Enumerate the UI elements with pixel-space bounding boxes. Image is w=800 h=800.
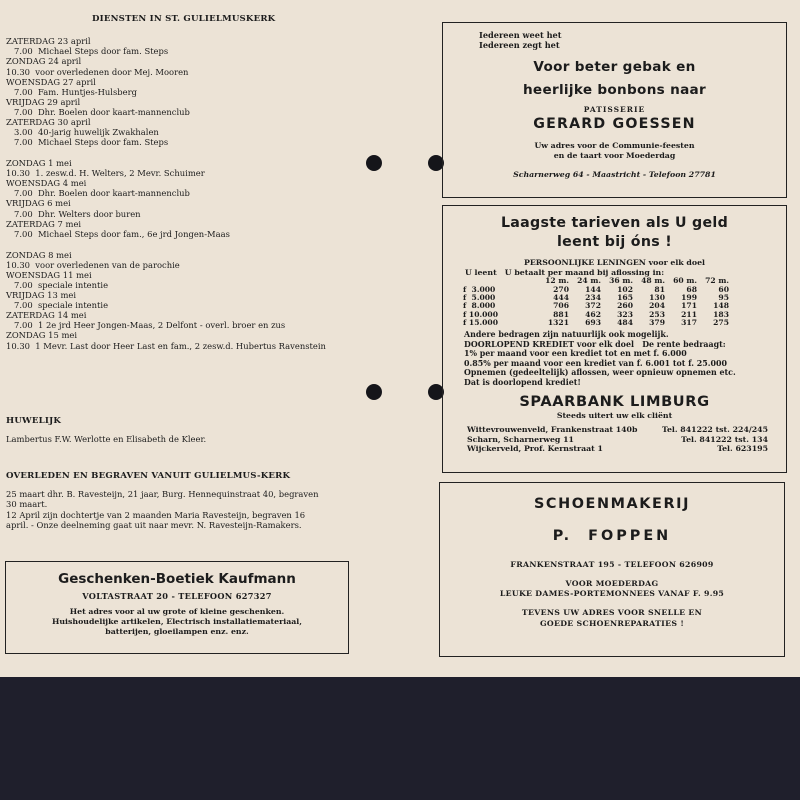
- ad-foppen-closing: GOEDE SCHOENREPARATIES !: [539, 618, 685, 628]
- overleden-line: april. - Onze deelneming gaat uit naar mevr. N. Ravesteijn-Ramakers.: [6, 520, 302, 531]
- service-entry: 3.00 40-jarig huwelijk Zwakhalen: [14, 127, 159, 138]
- branch-address: Scharn, Scharnerweg 11: [467, 434, 574, 444]
- service-day: VRIJDAG 13 mei: [6, 290, 77, 301]
- loan-payment: 253: [649, 309, 665, 319]
- loan-payment: 462: [585, 309, 601, 319]
- overleden-line: 12 April zijn dochtertje van 2 maanden Maria Ravesteijn, begraven 16: [6, 509, 306, 520]
- service-day: ZONDAG 8 mei: [6, 249, 72, 260]
- ad-kaufmann-line: Huishoudelijke artikelen, Electrisch installatiemateriaal,: [52, 617, 302, 627]
- loan-payment: 130: [649, 293, 665, 303]
- service-day: ZATERDAG 23 april: [6, 36, 91, 47]
- ad-spaarbank-note: 0.85% per maand voor een krediet van f. 6.001 tot f. 25.000: [464, 358, 727, 368]
- service-entry: 7.00 Michael Steps door fam., 6e jrd Jongen-Maas: [14, 228, 230, 239]
- loan-amount: f 15.000: [463, 318, 498, 328]
- service-day: WOENSDAG 27 april: [6, 76, 96, 87]
- branch-row: [467, 444, 768, 453]
- ad-spaarbank-headline: Laagste tarieven als U geld: [500, 215, 729, 231]
- ad-kaufmann-line: Het adres voor al uw grote of kleine geschenken.: [69, 607, 285, 616]
- ad-spaarbank-note: DOORLOPEND KREDIET voor elk doel De rente bedraagt:: [464, 339, 726, 349]
- ad-spaarbank-note: Opnemen (gedeeltelijk) aflossen, weer opnieuw opnemen etc.: [464, 368, 736, 378]
- loan-payment: 275: [713, 318, 729, 328]
- ad-spaarbank-subtitle: PERSOONLIJKE LENINGEN voor elk doel: [523, 258, 705, 268]
- loan-payment: 323: [617, 309, 633, 319]
- ad-kaufmann-title: Geschenken-Boetiek Kaufmann: [58, 571, 296, 587]
- service-entry: 7.00 Dhr. Welters door buren: [14, 208, 141, 219]
- service-entry: 10.30 1 Mevr. Last door Heer Last en fam., 2 zesw.d. Hubertus Ravenstein: [6, 340, 326, 351]
- ad-goessen-address-line: Uw adres voor de Communie-feesten: [534, 140, 695, 150]
- background-surface: [0, 677, 800, 800]
- overleden-section: [6, 471, 358, 531]
- branch-phone: Tel. 841222 tst. 224/245: [662, 425, 768, 435]
- ad-spaarbank: [442, 205, 787, 473]
- service-entry: 7.00 Michael Steps door fam. Steps: [14, 46, 169, 57]
- service-day: ZONDAG 1 mei: [6, 158, 72, 169]
- branch-address: Wijckerveld, Prof. Kernstraat 1: [467, 444, 603, 453]
- service-day: ZATERDAG 30 april: [6, 116, 91, 127]
- branch-phone: Tel. 841222 tst. 134: [681, 434, 768, 444]
- ad-foppen: [439, 482, 785, 657]
- loan-column-header: 48 m.: [641, 276, 665, 286]
- loan-amount: f 10.000: [463, 309, 498, 319]
- ad-foppen-title: SCHOENMAKERIJ: [533, 496, 691, 512]
- ad-spaarbank-note: Andere bedragen zijn natuurlijk ook mogelijk.: [464, 330, 669, 340]
- service-entry: 10.30 1. zesw.d. H. Welters, 2 Mevr. Schuimer: [6, 168, 205, 179]
- loan-column-header: 12 m.: [545, 276, 569, 286]
- ad-goessen-small-line: Iedereen weet het: [479, 30, 562, 40]
- ad-spaarbank-tagline: Steeds uitert uw elk cliënt: [556, 411, 673, 421]
- service-entry: 7.00 speciale intentie: [14, 300, 109, 311]
- binder-hole: [366, 384, 382, 400]
- loan-payment: 199: [681, 293, 697, 303]
- ad-goessen-name: GERARD GOESSEN: [533, 115, 696, 132]
- loan-payment: 234: [585, 293, 601, 303]
- overleden-line: 30 maart.: [6, 499, 48, 510]
- ad-goessen-phone: Scharnerweg 64 - Maastricht - Telefoon 27781: [513, 169, 716, 179]
- overleden-line: 25 maart dhr. B. Ravesteijn, 21 jaar, Burg. Hennequinstraat 40, begraven: [6, 488, 319, 499]
- loan-payment: 317: [681, 318, 697, 328]
- loan-payment: 81: [654, 284, 665, 294]
- service-day: ZONDAG 24 april: [6, 56, 82, 67]
- schedule-block: [6, 158, 358, 239]
- services-section: [6, 14, 358, 362]
- ad-spaarbank-name: SPAARBANK LIMBURG: [519, 393, 710, 411]
- ad-kaufmann: [5, 561, 349, 654]
- ad-foppen-name: P. FOPPEN: [552, 528, 672, 544]
- service-day: VRIJDAG 29 april: [6, 96, 81, 107]
- ad-kaufmann-line: batterijen, gloeilampen enz. enz.: [105, 627, 249, 637]
- service-day: ZATERDAG 14 mei: [6, 310, 87, 321]
- ad-spaarbank-note: Dat is doorlopend krediet!: [464, 377, 581, 387]
- service-day: ZONDAG 15 mei: [6, 330, 78, 341]
- loan-payment: 270: [553, 284, 569, 294]
- ad-kaufmann-address: VOLTASTRAAT 20 - TELEFOON 627327: [82, 591, 272, 601]
- loan-payment: 148: [713, 301, 729, 311]
- ad-goessen: [442, 22, 787, 198]
- loan-payment: 881: [553, 309, 569, 319]
- service-day: ZATERDAG 7 mei: [6, 218, 82, 229]
- loan-payment: 706: [553, 301, 569, 311]
- service-entry: 7.00 Michael Steps door fam. Steps: [14, 137, 169, 148]
- ad-foppen-closing: TEVENS UW ADRES VOOR SNELLE EN: [521, 608, 703, 618]
- binder-hole: [366, 155, 382, 171]
- ad-foppen-moederdag: LEUKE DAMES-PORTEMONNEES VANAF F. 9.95: [499, 589, 725, 599]
- huwelijk-heading: HUWELIJK: [6, 416, 62, 426]
- service-day: WOENSDAG 11 mei: [6, 269, 92, 280]
- loan-amount: f 5.000: [463, 293, 496, 303]
- ad-spaarbank-note: 1% per maand voor een krediet tot en met f. 6.000: [464, 349, 687, 359]
- ad-spaarbank-headline: leent bij óns !: [557, 234, 672, 251]
- loan-column-header: 24 m.: [577, 276, 601, 286]
- ad-goessen-headline: Voor beter gebak en: [533, 58, 696, 75]
- loan-payment: 260: [617, 301, 633, 311]
- services-schedule: [6, 36, 358, 350]
- service-day: VRIJDAG 6 mei: [6, 198, 71, 209]
- ad-foppen-address: FRANKENSTRAAT 195 - TELEFOON 626909: [510, 560, 714, 569]
- loan-payment: 171: [681, 301, 697, 311]
- ad-goessen-small-line: Iedereen zegt het: [479, 40, 560, 51]
- ad-spaarbank-legend: U leent U betaalt per maand bij aflossing in:: [465, 268, 665, 278]
- loan-payment: 204: [649, 301, 665, 311]
- loan-row: [463, 319, 729, 327]
- ad-foppen-moederdag: VOOR MOEDERDAG: [565, 579, 659, 589]
- loan-payment: 165: [617, 293, 633, 303]
- service-entry: 7.00 Fam. Huntjes-Hulsberg: [14, 86, 137, 97]
- loan-payment: 95: [718, 293, 729, 303]
- loan-payment: 372: [585, 301, 601, 311]
- service-day: WOENSDAG 4 mei: [6, 178, 87, 189]
- loan-payment: 60: [718, 284, 729, 294]
- service-entry: 7.00 Dhr. Boelen door kaart-mannenclub: [14, 188, 190, 199]
- loan-payment: 102: [617, 284, 633, 294]
- loan-table: [463, 277, 729, 327]
- loan-payment: 211: [681, 309, 697, 319]
- ad-goessen-address-line: en de taart voor Moederdag: [553, 150, 676, 160]
- branch-phone: Tel. 623195: [717, 444, 768, 453]
- branch-row: [467, 425, 768, 434]
- loan-payment: 693: [585, 318, 601, 328]
- service-entry: 10.30 voor overledenen door Mej. Mooren: [6, 66, 189, 77]
- service-entry: 7.00 Dhr. Boelen door kaart-mannenclub: [14, 106, 190, 117]
- loan-payment: 379: [649, 318, 665, 328]
- loan-payment: 183: [713, 309, 729, 319]
- loan-payment: 144: [585, 284, 601, 294]
- loan-column-header: 60 m.: [673, 276, 697, 286]
- loan-payment: 68: [686, 284, 697, 294]
- ad-goessen-headline: heerlijke bonbons naar: [522, 81, 707, 98]
- loan-amount: f 3.000: [463, 284, 496, 294]
- loan-amount: f 8.000: [463, 301, 496, 311]
- loan-column-header: 36 m.: [609, 276, 633, 286]
- branch-address: Wittevrouwenveld, Frankenstraat 140b: [467, 425, 638, 435]
- schedule-block: [6, 36, 358, 147]
- overleden-heading: OVERLEDEN EN BEGRAVEN VANUIT GULIELMUS-KERK: [6, 471, 291, 481]
- service-entry: 7.00 speciale intentie: [14, 280, 109, 291]
- huwelijk-text: Lambertus F.W. Werlotte en Elisabeth de Kleer.: [6, 433, 207, 444]
- huwelijk-section: [6, 416, 358, 444]
- service-entry: 7.00 1 2e jrd Heer Jongen-Maas, 2 Delfont - overl. broer en zus: [14, 320, 286, 331]
- services-heading: DIENSTEN IN ST. GULIELMUSKERK: [92, 14, 276, 24]
- loan-payment: 1321: [547, 318, 569, 328]
- loan-column-header: 72 m.: [705, 276, 729, 286]
- schedule-block: [6, 250, 358, 351]
- loan-payment: 444: [553, 293, 569, 303]
- branch-row: [467, 435, 768, 444]
- service-entry: 10.30 voor overledenen van de parochie: [6, 259, 180, 270]
- ad-goessen-label: PATISSERIE: [583, 104, 646, 114]
- loan-payment: 484: [617, 318, 633, 328]
